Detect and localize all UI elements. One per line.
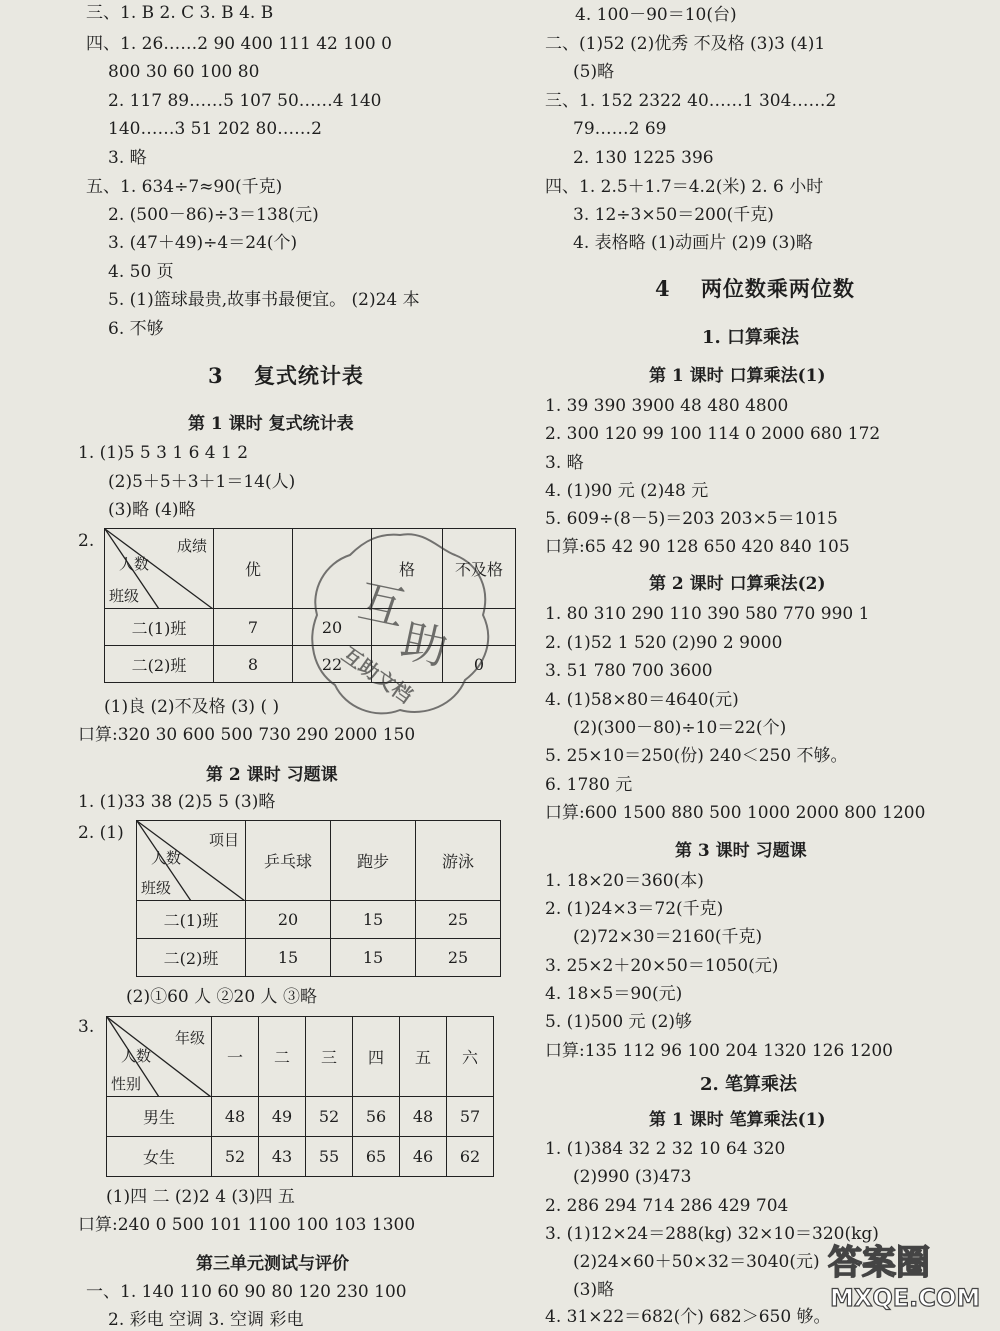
table-cell: 22 <box>293 646 372 683</box>
answer-line: (1)良 (2)不及格 (3) ( ) <box>104 697 280 717</box>
question-label: 2. <box>78 531 95 551</box>
row-header: 男生 <box>107 1097 212 1137</box>
column-header: 四 <box>353 1017 400 1097</box>
table-cell: 65 <box>353 1137 400 1177</box>
mental-math-line: 口算:135 112 96 100 204 1320 126 1200 <box>545 1041 893 1061</box>
row-header: 二(1)班 <box>137 901 246 939</box>
question-label: 2. (1) <box>78 823 124 843</box>
table-cell: 7 <box>214 609 293 646</box>
chapter-number: 3 <box>208 363 224 388</box>
answer-line: 一、1. 140 110 60 90 80 120 230 100 <box>86 1282 407 1302</box>
table-cell: 8 <box>214 646 293 683</box>
table-cell: 52 <box>212 1137 259 1177</box>
answer-line: 1. 80 310 290 110 390 580 770 990 1 <box>545 604 870 624</box>
answer-line: 3. (1)12×24＝288(kg) 32×10＝320(kg) <box>545 1224 879 1244</box>
answer-line: 1. 39 390 3900 48 480 4800 <box>545 396 789 416</box>
svg-text:互助文档: 互助文档 <box>337 642 417 708</box>
svg-text:MXQE.COM: MXQE.COM <box>830 1284 981 1312</box>
answer-line: 3. 51 780 700 3600 <box>545 661 713 681</box>
mental-math-line: 口算:320 30 600 500 730 290 2000 150 <box>78 725 416 745</box>
column-header: 五 <box>400 1017 447 1097</box>
corner-label-top: 项目 <box>208 831 239 849</box>
chapter-3-heading <box>208 360 364 390</box>
answer-line: (1)四 二 (2)2 4 (3)四 五 <box>106 1187 295 1207</box>
lesson-heading: 第 3 课时 习题课 <box>675 841 807 861</box>
row-header: 二(1)班 <box>105 609 214 646</box>
corner-label-bottom: 班级 <box>141 879 172 897</box>
column-header: 游泳 <box>416 821 501 901</box>
section-heading: 1. 口算乘法 <box>702 327 800 348</box>
mental-math-line: 口算:240 0 500 101 1100 100 103 1300 <box>78 1215 416 1235</box>
column-header: 不及格 <box>443 529 516 609</box>
answer-line: 140……3 51 202 80……2 <box>108 119 323 139</box>
answer-line: 2. 300 120 99 100 114 0 2000 680 172 <box>545 424 881 444</box>
seal-stamp <box>305 525 495 729</box>
table-cell: 55 <box>306 1137 353 1177</box>
table-cell: 52 <box>306 1097 353 1137</box>
answer-line: 3. 略 <box>108 148 147 168</box>
lesson-heading: 第 1 课时 复式统计表 <box>188 414 354 434</box>
answer-line: 2. (1)24×3＝72(千克) <box>545 899 724 919</box>
table-cell: 15 <box>331 901 416 939</box>
answer-line: 4. 50 页 <box>108 262 174 282</box>
section-heading: 2. 笔算乘法 <box>700 1074 798 1095</box>
answer-line: 3. 25×2＋20×50＝1050(元) <box>545 956 779 976</box>
answer-line: 6. 不够 <box>108 319 164 339</box>
lesson-heading: 第 1 课时 口算乘法(1) <box>649 366 826 386</box>
answer-line: 四、1. 2.5＋1.7＝4.2(米) 2. 6 小时 <box>545 177 824 197</box>
answer-line: 6. 1780 元 <box>545 775 633 795</box>
answer-line: 1. 18×20＝360(本) <box>545 871 704 891</box>
answer-line: (2)990 (3)473 <box>573 1167 692 1187</box>
svg-text:答案圈: 答案圈 <box>828 1243 930 1283</box>
answer-line: (2)72×30＝2160(千克) <box>573 927 763 947</box>
answer-line: 4. 31×22＝682(个) 682＞650 够。 <box>545 1307 831 1327</box>
corner-label-mid: 人数 <box>119 555 150 573</box>
row-header: 二(2)班 <box>137 939 246 977</box>
answer-line: 5. 25×10＝250(份) 240＜250 不够。 <box>545 746 848 766</box>
answer-line: 2. 130 1225 396 <box>573 148 714 168</box>
column-header: 格 <box>372 529 443 609</box>
chapter-title: 两位数乘两位数 <box>700 276 855 301</box>
answer-line: (2)24×60＋50×32＝3040(元) <box>573 1252 820 1272</box>
lesson-heading: 第 2 课时 习题课 <box>206 765 338 785</box>
table-cell: 20 <box>293 609 372 646</box>
row-header: 女生 <box>107 1137 212 1177</box>
table-cell: 15 <box>331 939 416 977</box>
answer-line: 79……2 69 <box>573 119 667 139</box>
column-header: 二 <box>259 1017 306 1097</box>
answer-line: 1. (1)384 32 2 32 10 64 320 <box>545 1139 786 1159</box>
table-cell: 46 <box>400 1137 447 1177</box>
answer-line: 2. 286 294 714 286 429 704 <box>545 1196 789 1216</box>
column-header: 优 <box>214 529 293 609</box>
table-row <box>107 1097 494 1137</box>
table-row <box>137 901 501 939</box>
activity-table <box>136 820 501 977</box>
answer-line: (2)(300－80)÷10＝22(个) <box>573 718 787 738</box>
table-cell: 43 <box>259 1137 306 1177</box>
answer-line: 三、1. B 2. C 3. B 4. B <box>86 3 274 23</box>
answer-line: (2)①60 人 ②20 人 ③略 <box>126 987 317 1007</box>
answer-line: (2)5＋5＋3＋1＝14(人) <box>108 472 296 492</box>
svg-text:助: 助 <box>396 613 453 676</box>
chapter-4-heading <box>655 273 855 303</box>
answer-line: 四、1. 26……2 90 400 111 42 100 0 <box>86 34 392 54</box>
table-cell: 20 <box>246 901 331 939</box>
answer-line: 三、1. 152 2322 40……1 304……2 <box>545 91 837 111</box>
svg-text:互: 互 <box>353 573 410 636</box>
table-cell: 0 <box>443 646 516 683</box>
table-corner-header <box>137 821 246 901</box>
table-cell: 49 <box>259 1097 306 1137</box>
table-corner-header <box>107 1017 212 1097</box>
answer-line: 4. (1)58×80＝4640(元) <box>545 690 739 710</box>
table-cell: 48 <box>400 1097 447 1137</box>
corner-label-mid: 人数 <box>151 849 182 867</box>
lesson-heading: 第 1 课时 笔算乘法(1) <box>649 1110 826 1130</box>
answer-line: 4. (1)90 元 (2)48 元 <box>545 481 709 501</box>
corner-label-mid: 人数 <box>121 1047 152 1065</box>
answer-line: 二、(1)52 (2)优秀 不及格 (3)3 (4)1 <box>545 34 826 54</box>
mental-math-line: 口算:600 1500 880 500 1000 2000 800 1200 <box>545 803 926 823</box>
column-header: 一 <box>212 1017 259 1097</box>
answer-line: 2. (500－86)÷3＝138(元) <box>108 205 319 225</box>
table-cell: 48 <box>212 1097 259 1137</box>
question-label: 3. <box>78 1017 95 1037</box>
table-cell: 62 <box>447 1137 494 1177</box>
column-header: 跑步 <box>331 821 416 901</box>
answer-line: 5. (1)500 元 (2)够 <box>545 1012 693 1032</box>
column-header: 三 <box>306 1017 353 1097</box>
corner-label-top: 年级 <box>174 1029 205 1047</box>
lesson-heading: 第 2 课时 口算乘法(2) <box>649 574 826 594</box>
answer-line: 1. (1)33 38 (2)5 5 (3)略 <box>78 792 276 812</box>
table-cell: 25 <box>416 939 501 977</box>
answer-line: 1. (1)5 5 3 1 6 4 1 2 <box>78 443 249 463</box>
column-header: 乒乓球 <box>246 821 331 901</box>
watermark-logo <box>818 1234 988 1318</box>
corner-label-bottom: 班级 <box>109 587 140 605</box>
answer-line: 5. (1)篮球最贵,故事书最便宜。 (2)24 本 <box>108 290 420 310</box>
answer-line: 4. 100－90＝10(台) <box>575 5 737 25</box>
answer-line: 3. 略 <box>545 453 584 473</box>
answer-line: (5)略 <box>573 62 615 82</box>
answer-line: 800 30 60 100 80 <box>108 62 260 82</box>
unit-test-heading: 第三单元测试与评价 <box>196 1254 349 1274</box>
row-header: 二(2)班 <box>105 646 214 683</box>
table-row <box>137 939 501 977</box>
table-cell: 25 <box>416 901 501 939</box>
answer-line: 4. 表格略 (1)动画片 (2)9 (3)略 <box>573 233 813 253</box>
chapter-title: 复式统计表 <box>253 363 364 388</box>
column-header: 六 <box>447 1017 494 1097</box>
table-row <box>107 1137 494 1177</box>
chapter-number: 4 <box>655 276 671 301</box>
answer-line: 2. 彩电 空调 3. 空调 彩电 <box>108 1310 304 1330</box>
answer-line: 2. 117 89……5 107 50……4 140 <box>108 91 382 111</box>
table-cell: 57 <box>447 1097 494 1137</box>
answer-line: 3. 12÷3×50＝200(千克) <box>573 205 774 225</box>
answer-line: (3)略 (4)略 <box>108 500 196 520</box>
answer-line: 五、1. 634÷7≈90(千克) <box>86 177 283 197</box>
table-corner-header <box>105 529 214 609</box>
table-cell: 56 <box>353 1097 400 1137</box>
corner-label-top: 成绩 <box>176 537 207 555</box>
answer-line: 4. 18×5＝90(元) <box>545 984 683 1004</box>
corner-label-bottom: 性别 <box>111 1075 142 1093</box>
answer-line: 5. 609÷(8－5)＝203 203×5＝1015 <box>545 509 838 529</box>
answer-line: (3)略 <box>573 1280 615 1300</box>
table-cell: 15 <box>246 939 331 977</box>
grade-gender-table <box>106 1016 494 1177</box>
mental-math-line: 口算:65 42 90 128 650 420 840 105 <box>545 537 850 557</box>
answer-line: 2. (1)52 1 520 (2)90 2 9000 <box>545 633 783 653</box>
answer-line: 3. (47＋49)÷4＝24(个) <box>108 233 298 253</box>
